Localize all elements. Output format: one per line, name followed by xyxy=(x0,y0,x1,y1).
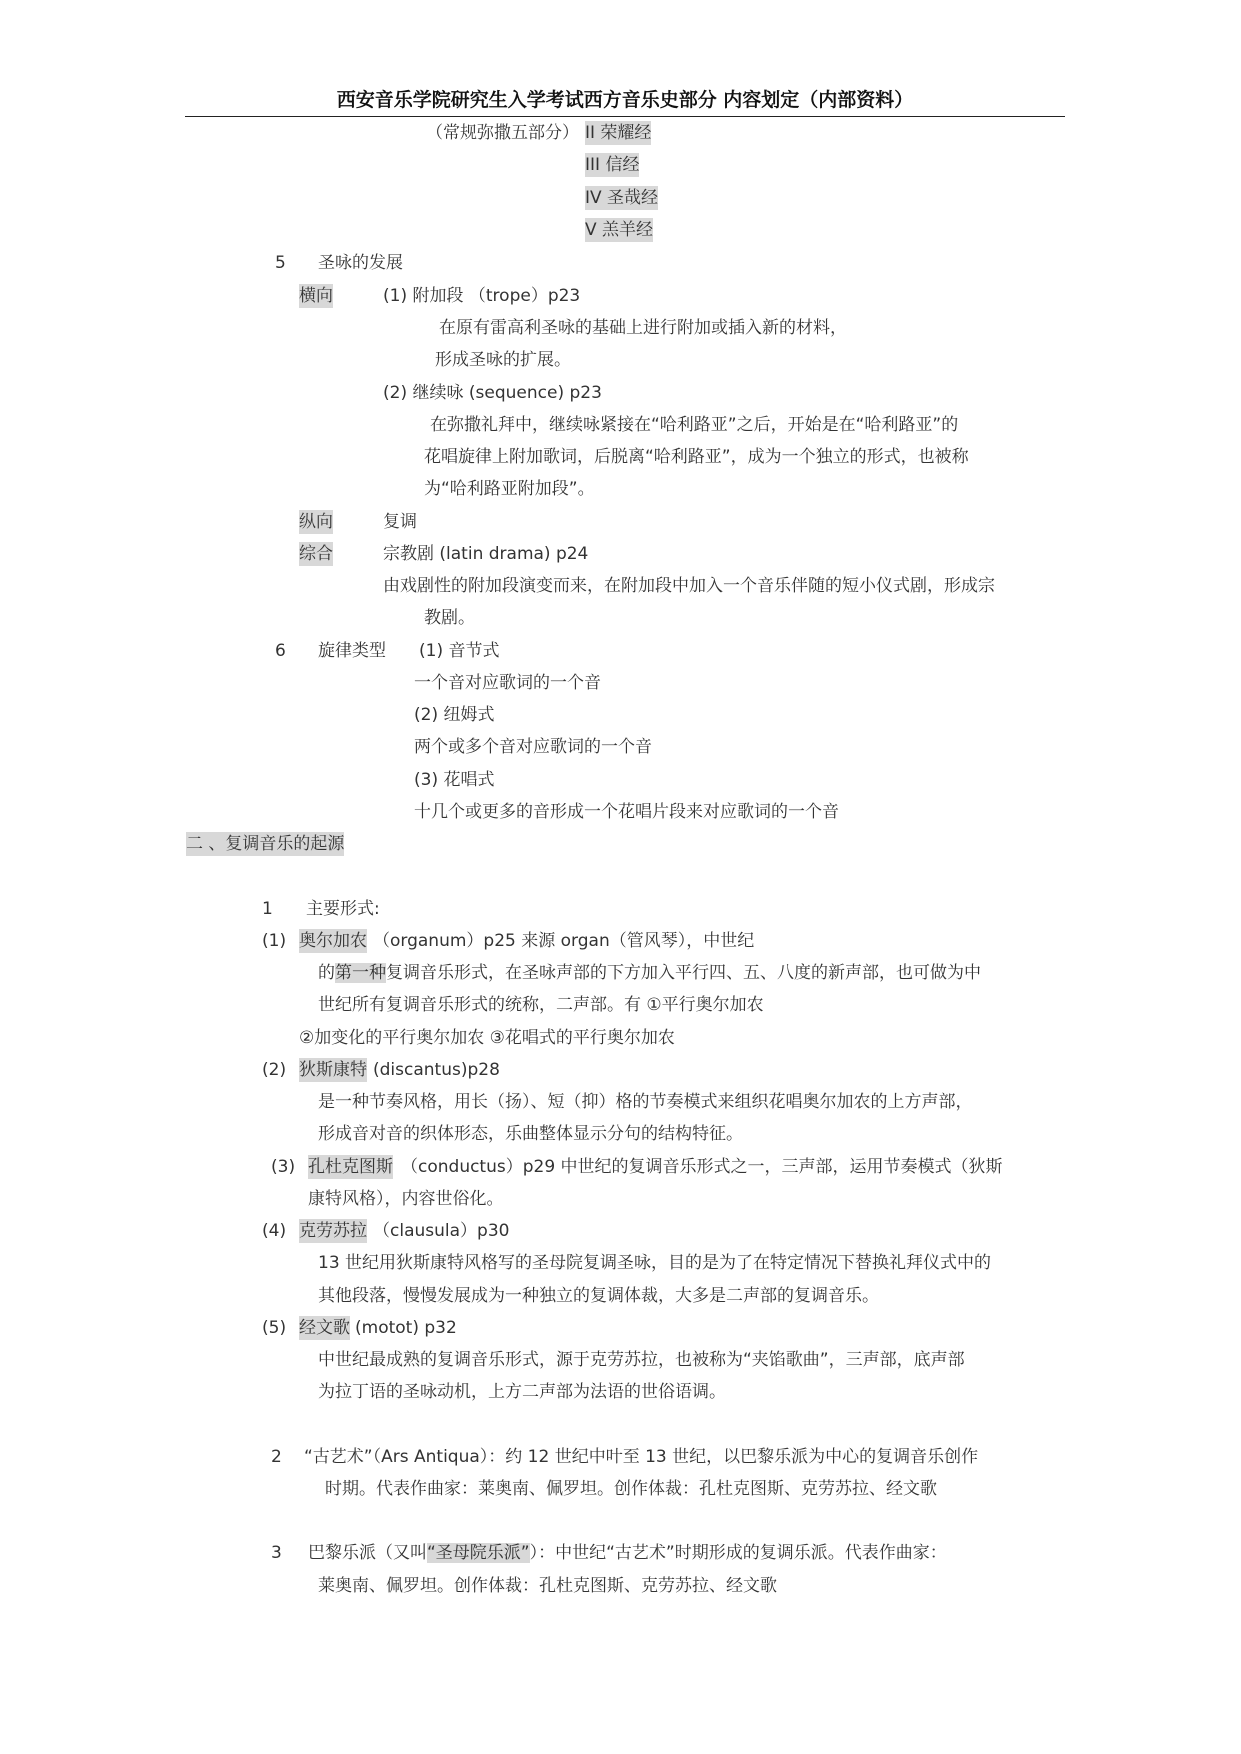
combined-label: 综合 xyxy=(299,544,333,564)
section-number: 6 xyxy=(275,641,286,661)
melody-type-heading: (3) 花唱式 xyxy=(414,770,495,790)
vertical-text: 复调 xyxy=(383,512,417,532)
form-number: (4) xyxy=(262,1221,287,1241)
section-title: 旋律类型 xyxy=(318,641,386,661)
section-title: 圣咏的发展 xyxy=(318,253,403,273)
header-rule xyxy=(185,116,1065,117)
sequence-text: 花唱旋律上附加歌词，后脱离“哈利路亚”，成为一个独立的形式，也被称 xyxy=(424,447,969,467)
melody-type-text: 十几个或更多的音形成一个花唱片段来对应歌词的一个音 xyxy=(414,802,839,822)
sequence-text: 为“哈利路亚附加段”。 xyxy=(424,479,595,499)
form-definition: （conductus）p29 中世纪的复调音乐形式之一，三声部，运用节奏模式（狄斯 xyxy=(401,1157,1003,1177)
vertical-label: 纵向 xyxy=(299,512,333,532)
highlight-first-kind: 第一种 xyxy=(335,963,386,983)
form-name: 孔杜克图斯 xyxy=(308,1157,393,1177)
horizontal-label: 横向 xyxy=(299,286,333,306)
form-text: 是一种节奏风格，用长（扬）、短（抑）格的节奏模式来组织花唱奥尔加农的上方声部， xyxy=(318,1092,973,1112)
form-name: 经文歌 xyxy=(299,1318,350,1338)
section-number: 1 xyxy=(262,899,273,919)
form-name: 狄斯康特 xyxy=(299,1060,367,1080)
section-title: 主要形式: xyxy=(306,899,380,919)
trope-text: 在原有雷高利圣咏的基础上进行附加或插入新的材料， xyxy=(439,318,847,338)
form-number: (5) xyxy=(262,1318,287,1338)
drama-text: 由戏剧性的附加段演变而来，在附加段中加入一个音乐伴随的短小仪式剧，形成宗 xyxy=(383,576,995,596)
section-number: 5 xyxy=(275,253,286,273)
ars-antiqua-text: “古艺术”（Ars Antiqua）：约 12 世纪中叶至 13 世纪，以巴黎乐派为中心的复调音乐创作 xyxy=(304,1447,979,1467)
form-definition: （clausula）p30 xyxy=(373,1221,510,1241)
form-definition: (motot) p32 xyxy=(355,1318,457,1338)
form-number: (3) xyxy=(271,1157,296,1177)
ars-antiqua-text: 时期。代表作曲家：莱奥南、佩罗坦。创作体裁：孔杜克图斯、克劳苏拉、经文歌 xyxy=(325,1479,937,1499)
form-name: 克劳苏拉 xyxy=(299,1221,367,1241)
page-header-title: 西安音乐学院研究生入学考试西方音乐史部分 内容划定（内部资料） xyxy=(336,89,914,111)
mass-item-gloria: II 荣耀经 xyxy=(585,123,652,143)
form-definition: （organum）p25 来源 organ（管风琴），中世纪 xyxy=(373,931,755,951)
mass-item-agnus: V 羔羊经 xyxy=(585,220,654,240)
mass-item-sanctus: IV 圣哉经 xyxy=(585,188,659,208)
melody-type-heading: (1) 音节式 xyxy=(419,641,500,661)
drama-heading: 宗教剧 (latin drama) p24 xyxy=(383,544,589,564)
form-text: 为拉丁语的圣咏动机，上方二声部为法语的世俗语调。 xyxy=(318,1382,726,1402)
part-heading: 二 、复调音乐的起源 xyxy=(186,834,345,854)
highlight-notre-dame-school: “圣母院乐派” xyxy=(427,1543,530,1563)
form-text: 中世纪最成熟的复调音乐形式，源于克劳苏拉，也被称为“夹馅歌曲”，三声部，底声部 xyxy=(318,1350,965,1370)
form-definition: (discantus)p28 xyxy=(373,1060,500,1080)
section-number: 3 xyxy=(271,1543,282,1563)
sequence-heading: (2) 继续咏 (sequence) p23 xyxy=(383,383,602,403)
form-text: 13 世纪用狄斯康特风格写的圣母院复调圣咏，目的是为了在特定情况下替换礼拜仪式中的 xyxy=(318,1253,992,1273)
melody-type-heading: (2) 纽姆式 xyxy=(414,705,495,725)
form-number: (2) xyxy=(262,1060,287,1080)
trope-text: 形成圣咏的扩展。 xyxy=(435,350,571,370)
form-text: 的第一种复调音乐形式，在圣咏声部的下方加入平行四、五、八度的新声部，也可做为中 xyxy=(318,963,981,983)
melody-type-text: 一个音对应歌词的一个音 xyxy=(414,673,601,693)
form-text: 形成音对音的织体形态，乐曲整体显示分句的结构特征。 xyxy=(318,1124,743,1144)
drama-text: 教剧。 xyxy=(424,608,475,628)
form-name: 奥尔加农 xyxy=(299,931,367,951)
form-number: (1) xyxy=(262,931,287,951)
paris-school-text: 莱奥南、佩罗坦。创作体裁：孔杜克图斯、克劳苏拉、经文歌 xyxy=(318,1576,777,1596)
form-text: 世纪所有复调音乐形式的统称，二声部。有 ①平行奥尔加农 xyxy=(318,995,764,1015)
trope-heading: (1) 附加段 （trope）p23 xyxy=(383,286,581,306)
form-text: 康特风格），内容世俗化。 xyxy=(308,1189,504,1209)
form-text: ②加变化的平行奥尔加农 ③花唱式的平行奥尔加农 xyxy=(299,1028,675,1048)
section-number: 2 xyxy=(271,1447,282,1467)
form-text: 其他段落，慢慢发展成为一种独立的复调体裁，大多是二声部的复调音乐。 xyxy=(318,1286,879,1306)
melody-type-text: 两个或多个音对应歌词的一个音 xyxy=(414,737,652,757)
paris-school-text: 巴黎乐派（又叫“圣母院乐派”）：中世纪“古艺术”时期形成的复调乐派。代表作曲家： xyxy=(308,1543,947,1563)
sequence-text: 在弥撒礼拜中，继续咏紧接在“哈利路亚”之后，开始是在“哈利路亚”的 xyxy=(430,415,959,435)
mass-label: （常规弥撒五部分） xyxy=(426,123,579,143)
mass-item-credo: III 信经 xyxy=(585,155,640,175)
